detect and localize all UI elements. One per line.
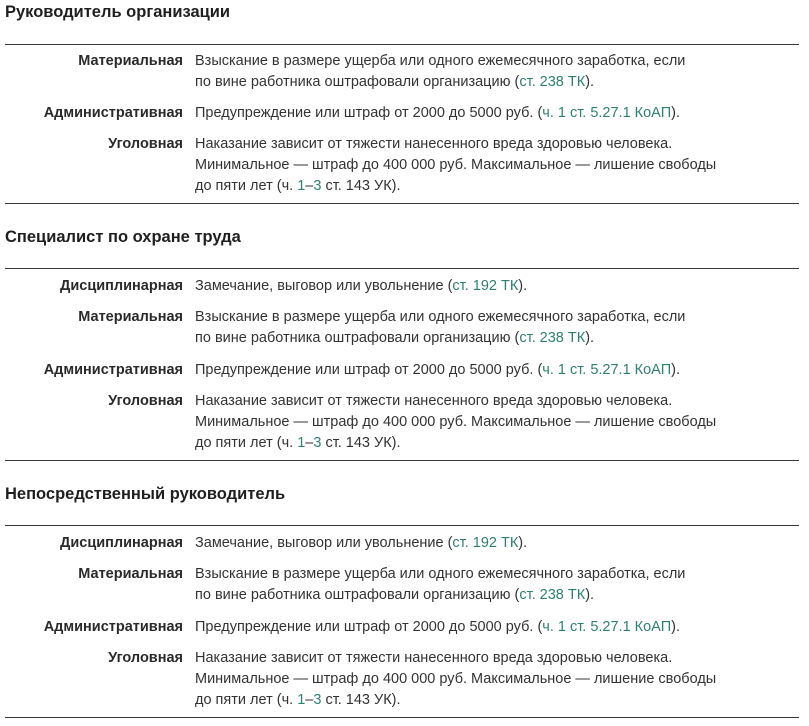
section-divider	[5, 44, 799, 45]
description-line	[195, 103, 775, 124]
description-line	[195, 533, 775, 554]
liability-type-label: Административная	[43, 619, 183, 635]
liability-description	[195, 307, 775, 349]
liability-type-label: Материальная	[78, 53, 183, 69]
law-reference-link[interactable]: ч. 1 ст. 5.27.1 КоАП	[542, 105, 672, 121]
description-text: ).	[585, 587, 595, 603]
liability-description	[195, 134, 775, 197]
section-divider	[5, 460, 799, 461]
description-line: Минимальное — штраф до 400 000 руб. Максимальное — лишение свободы	[195, 414, 717, 430]
liability-type-label: Уголовная	[108, 136, 183, 152]
description-line	[195, 176, 775, 197]
law-reference-link[interactable]: 3	[313, 692, 322, 708]
section-divider	[5, 203, 799, 204]
law-reference-link[interactable]: 1	[297, 692, 306, 708]
liability-type-label: Административная	[43, 362, 183, 378]
description-line	[195, 585, 775, 606]
liability-description	[195, 360, 775, 381]
description-text: до пяти лет (ч.	[195, 435, 298, 451]
law-reference-link[interactable]: ст. 238 ТК	[519, 587, 586, 603]
law-reference-link[interactable]: ст. 238 ТК	[519, 74, 586, 90]
description-line: Взыскание в размере ущерба или одного ежемесячного заработка, если	[195, 53, 686, 69]
liability-description	[195, 51, 775, 93]
description-line: Наказание зависит от тяжести нанесенного вреда здоровью человека.	[195, 136, 673, 152]
description-text: ).	[585, 74, 595, 90]
description-text: до пяти лет (ч.	[195, 692, 298, 708]
liability-type-label: Уголовная	[108, 393, 183, 409]
liability-description	[195, 391, 775, 454]
liability-type-label: Уголовная	[108, 650, 183, 666]
description-text: –	[305, 178, 314, 194]
liability-type-label: Материальная	[78, 309, 183, 325]
description-line: Наказание зависит от тяжести нанесенного вреда здоровью человека.	[195, 650, 673, 666]
description-line	[195, 617, 775, 638]
description-text: по вине работника оштрафовали организацию (	[195, 74, 520, 90]
description-line: Минимальное — штраф до 400 000 руб. Максимальное — лишение свободы	[195, 671, 717, 687]
section-title: Руководитель организации	[5, 3, 231, 21]
description-text: Предупреждение или штраф от 2000 до 5000 руб. (	[195, 105, 543, 121]
law-reference-link[interactable]: ст. 238 ТК	[519, 330, 586, 346]
description-text: ).	[671, 362, 680, 378]
liability-type-label: Административная	[43, 105, 183, 121]
liability-description	[195, 564, 775, 606]
liability-type-label: Дисциплинарная	[60, 278, 183, 294]
description-text: Предупреждение или штраф от 2000 до 5000 руб. (	[195, 362, 543, 378]
description-text: ст. 143 УК).	[321, 692, 401, 708]
description-text: Предупреждение или штраф от 2000 до 5000 руб. (	[195, 619, 543, 635]
section-title: Специалист по охране труда	[5, 228, 241, 246]
description-text: ст. 143 УК).	[321, 178, 401, 194]
law-reference-link[interactable]: ст. 192 ТК	[452, 278, 519, 294]
description-line	[195, 690, 775, 711]
section-divider	[5, 268, 799, 269]
section-title: Непосредственный руководитель	[5, 485, 286, 503]
description-text: –	[305, 435, 314, 451]
liability-description	[195, 276, 775, 297]
liability-type-label: Дисциплинарная	[60, 535, 183, 551]
description-text: –	[305, 692, 314, 708]
liability-description	[195, 103, 775, 124]
description-line	[195, 72, 775, 93]
description-text: ).	[671, 105, 680, 121]
description-line	[195, 360, 775, 381]
description-text: ).	[585, 330, 595, 346]
description-text: Замечание, выговор или увольнение (	[195, 278, 453, 294]
description-line	[195, 276, 775, 297]
description-text: ).	[671, 619, 680, 635]
liability-type-label: Материальная	[78, 566, 183, 582]
description-text: ).	[518, 535, 528, 551]
description-text: по вине работника оштрафовали организацию (	[195, 587, 520, 603]
liability-description	[195, 617, 775, 638]
liability-description	[195, 648, 775, 711]
law-reference-link[interactable]: ч. 1 ст. 5.27.1 КоАП	[542, 619, 672, 635]
description-text: Замечание, выговор или увольнение (	[195, 535, 453, 551]
liability-description	[195, 533, 775, 554]
law-reference-link[interactable]: ст. 192 ТК	[452, 535, 519, 551]
law-reference-link[interactable]: 3	[313, 178, 322, 194]
description-line: Взыскание в размере ущерба или одного ежемесячного заработка, если	[195, 309, 686, 325]
section-divider	[5, 717, 799, 718]
description-line: Взыскание в размере ущерба или одного ежемесячного заработка, если	[195, 566, 686, 582]
description-text: по вине работника оштрафовали организацию (	[195, 330, 520, 346]
law-reference-link[interactable]: ч. 1 ст. 5.27.1 КоАП	[542, 362, 672, 378]
section-divider	[5, 525, 799, 526]
law-reference-link[interactable]: 1	[297, 435, 306, 451]
description-line: Наказание зависит от тяжести нанесенного вреда здоровью человека.	[195, 393, 673, 409]
description-text: ст. 143 УК).	[321, 435, 401, 451]
description-line	[195, 328, 775, 349]
law-reference-link[interactable]: 1	[297, 178, 306, 194]
description-text: ).	[518, 278, 528, 294]
law-reference-link[interactable]: 3	[313, 435, 322, 451]
description-line	[195, 433, 775, 454]
description-text: до пяти лет (ч.	[195, 178, 298, 194]
description-line: Минимальное — штраф до 400 000 руб. Максимальное — лишение свободы	[195, 157, 717, 173]
